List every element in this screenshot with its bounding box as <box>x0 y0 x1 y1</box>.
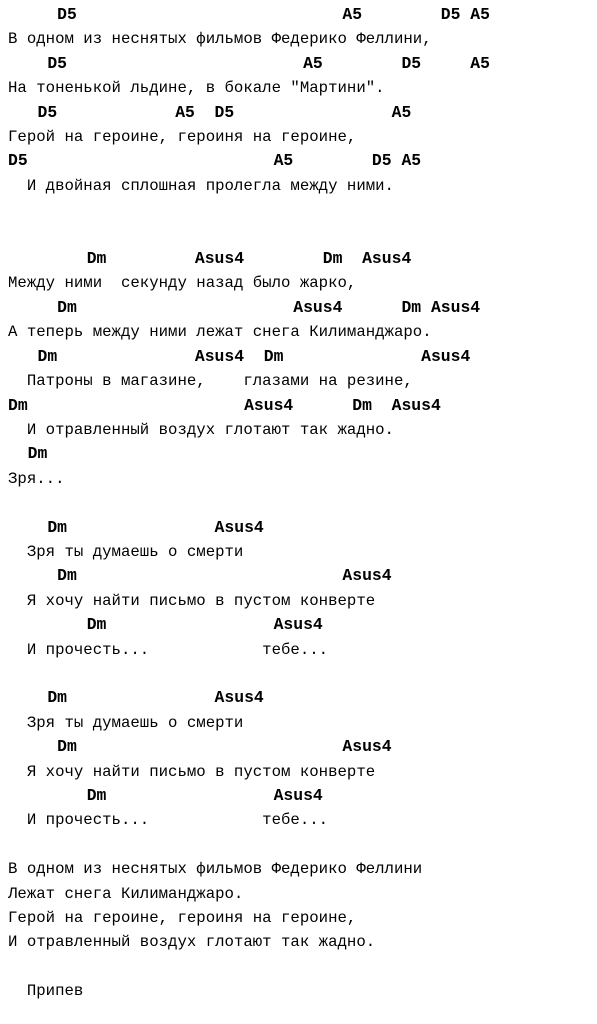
chord-line: D5 A5 D5 A5 <box>8 53 490 73</box>
chord-line: D5 A5 D5 A5 <box>8 5 490 24</box>
lyric-line: Зря ты думаешь о смерти <box>8 542 244 561</box>
lyric-line: В одном из неснятых фильмов Федерико Феллини, <box>8 30 432 49</box>
lyric-line: Я хочу найти письмо в пустом конверте <box>8 591 376 610</box>
chord-line: Dm Asus4 Dm Asus4 <box>8 249 412 269</box>
lyric-line: Лежат снега Килиманджаро. <box>8 884 244 903</box>
chord-line: Dm Asus4 <box>8 615 323 635</box>
chord-line: Dm Asus4 Dm Asus4 <box>8 297 481 317</box>
chord-line: Dm <box>8 444 48 464</box>
lyric-line: На тоненькой льдине, в бокале "Мартини". <box>8 79 385 98</box>
lyric-line: И отравленный воздух глотают так жадно. <box>8 933 376 952</box>
lyric-line: И двойная сплошная пролегла между ними. <box>8 176 394 195</box>
chord-line: D5 A5 D5 A5 <box>8 102 412 122</box>
chord-line: Dm Asus4 Dm Asus4 <box>8 346 471 366</box>
lyric-line: В одном из неснятых фильмов Федерико Феллини <box>8 860 423 879</box>
lyric-line: А теперь между ними лежат снега Килиманджаро. <box>8 323 432 342</box>
lyric-line: И прочесть... тебе... <box>8 640 329 659</box>
song-sheet <box>8 3 597 1004</box>
lyric-line: Герой на героине, героиня на героине, <box>8 128 357 147</box>
blank-line <box>8 662 597 686</box>
blank-line <box>8 491 597 515</box>
chord-line: Dm Asus4 Dm Asus4 <box>8 395 441 415</box>
chord-line: Dm Asus4 <box>8 517 264 537</box>
blank-line <box>8 198 597 222</box>
chord-line: Dm Asus4 <box>8 737 392 757</box>
chord-line: Dm Asus4 <box>8 786 323 805</box>
chord-line: D5 A5 D5 A5 <box>8 151 422 171</box>
lyric-line: Патроны в магазине, глазами на резине, <box>8 372 413 391</box>
lyric-line: Герой на героине, героиня на героине, <box>8 909 357 928</box>
chord-line: Dm Asus4 <box>8 566 392 586</box>
lyric-line: Зря ты думаешь о смерти <box>8 713 244 732</box>
lyric-line: Зря... <box>8 469 65 488</box>
lyric-line: И прочесть... тебе... <box>8 811 329 830</box>
lyric-line: Я хочу найти письмо в пустом конверте <box>8 762 376 781</box>
lyric-line: Припев <box>8 982 84 1001</box>
chord-line: Dm Asus4 <box>8 688 264 708</box>
blank-line <box>8 833 597 857</box>
lyric-line: И отравленный воздух глотают так жадно. <box>8 420 394 439</box>
blank-line <box>8 223 597 247</box>
blank-line <box>8 955 597 979</box>
lyric-line: Между ними секунду назад было жарко, <box>8 274 357 293</box>
